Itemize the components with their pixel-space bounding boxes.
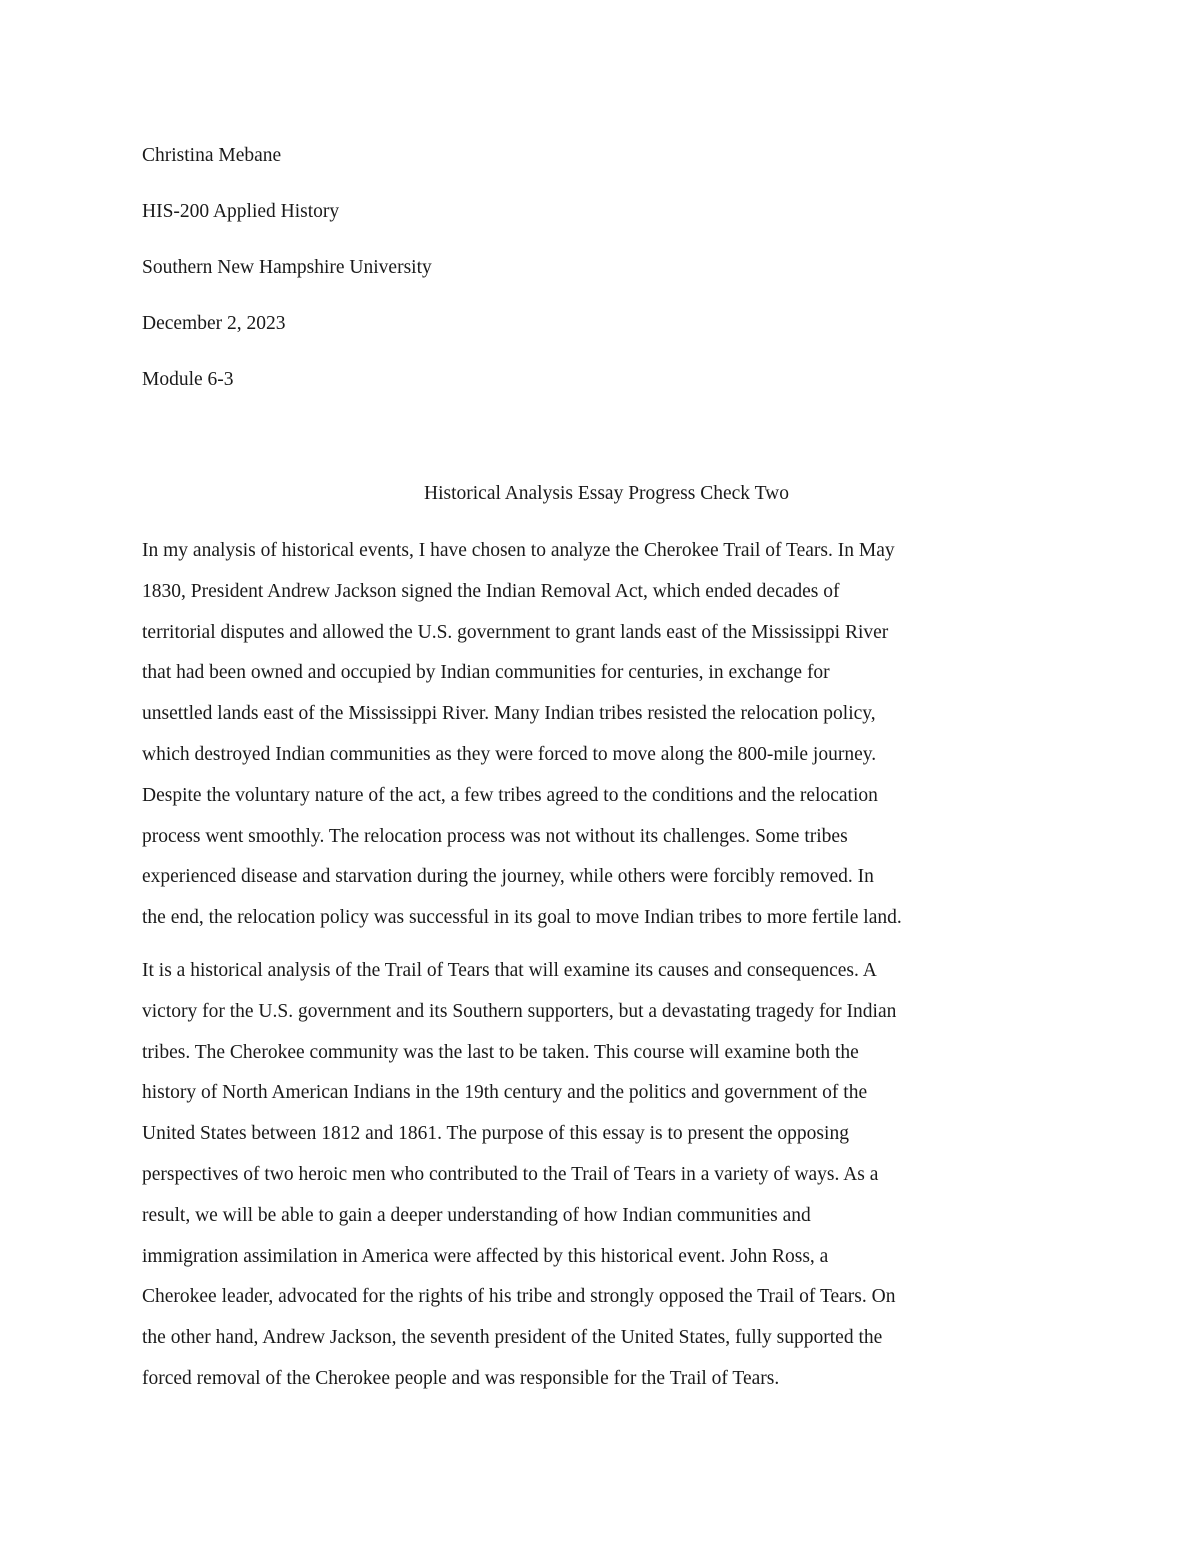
- course-name: HIS-200 Applied History: [142, 201, 340, 222]
- paragraph-line: experienced disease and starvation during the journey, while others were forcibly removed. In: [142, 866, 874, 888]
- paragraph-line: territorial disputes and allowed the U.S. government to grant lands east of the Mississippi River: [142, 621, 889, 643]
- paragraph-line: Despite the voluntary nature of the act, a few tribes agreed to the conditions and the relocation: [142, 784, 878, 806]
- module-label: Module 6-3: [142, 369, 234, 390]
- paragraph-line: 1830, President Andrew Jackson signed the Indian Removal Act, which ended decades of: [142, 580, 840, 602]
- submission-date: December 2, 2023: [142, 313, 286, 334]
- paragraph-line: victory for the U.S. government and its Southern supporters, but a devastating tragedy for Indian: [142, 1000, 897, 1022]
- paragraph-line: forced removal of the Cherokee people and was responsible for the Trail of Tears.: [142, 1367, 780, 1389]
- paragraph-line: tribes. The Cherokee community was the last to be taken. This course will examine both the: [142, 1041, 859, 1063]
- school-name: Southern New Hampshire University: [142, 257, 432, 278]
- author-name: Christina Mebane: [142, 145, 282, 166]
- paragraph-line: immigration assimilation in America were affected by this historical event. John Ross, a: [142, 1245, 829, 1267]
- paragraph-line: unsettled lands east of the Mississippi River. Many Indian tribes resisted the relocation policy,: [142, 703, 876, 725]
- paragraph-line: result, we will be able to gain a deeper understanding of how Indian communities and: [142, 1204, 811, 1226]
- essay-title: Historical Analysis Essay Progress Check Two: [424, 483, 789, 504]
- body-paragraph: [142, 531, 1062, 939]
- paragraph-line: Cherokee leader, advocated for the rights of his tribe and strongly opposed the Trail of Tears. On: [142, 1286, 896, 1308]
- paragraph-line: which destroyed Indian communities as they were forced to move along the 800-mile journey.: [142, 743, 877, 765]
- paragraph-line: the end, the relocation policy was successful in its goal to move Indian tribes to more fertile land.: [142, 907, 902, 929]
- paragraph-line: the other hand, Andrew Jackson, the seventh president of the United States, fully supported the: [142, 1327, 883, 1349]
- paragraph-line: process went smoothly. The relocation process was not without its challenges. Some tribes: [142, 825, 848, 847]
- paragraph-line: that had been owned and occupied by Indian communities for centuries, in exchange for: [142, 662, 830, 684]
- body-paragraph: [142, 951, 1062, 1400]
- paragraph-line: history of North American Indians in the 19th century and the politics and government of the: [142, 1082, 868, 1104]
- paragraph-line: In my analysis of historical events, I have chosen to analyze the Cherokee Trail of Tears. In May: [142, 540, 895, 561]
- paragraph-line: United States between 1812 and 1861. The purpose of this essay is to present the opposing: [142, 1123, 849, 1145]
- paragraph-line: It is a historical analysis of the Trail of Tears that will examine its causes and consequences. A: [142, 960, 877, 981]
- paragraph-line: perspectives of two heroic men who contributed to the Trail of Tears in a variety of ways. As a: [142, 1163, 879, 1185]
